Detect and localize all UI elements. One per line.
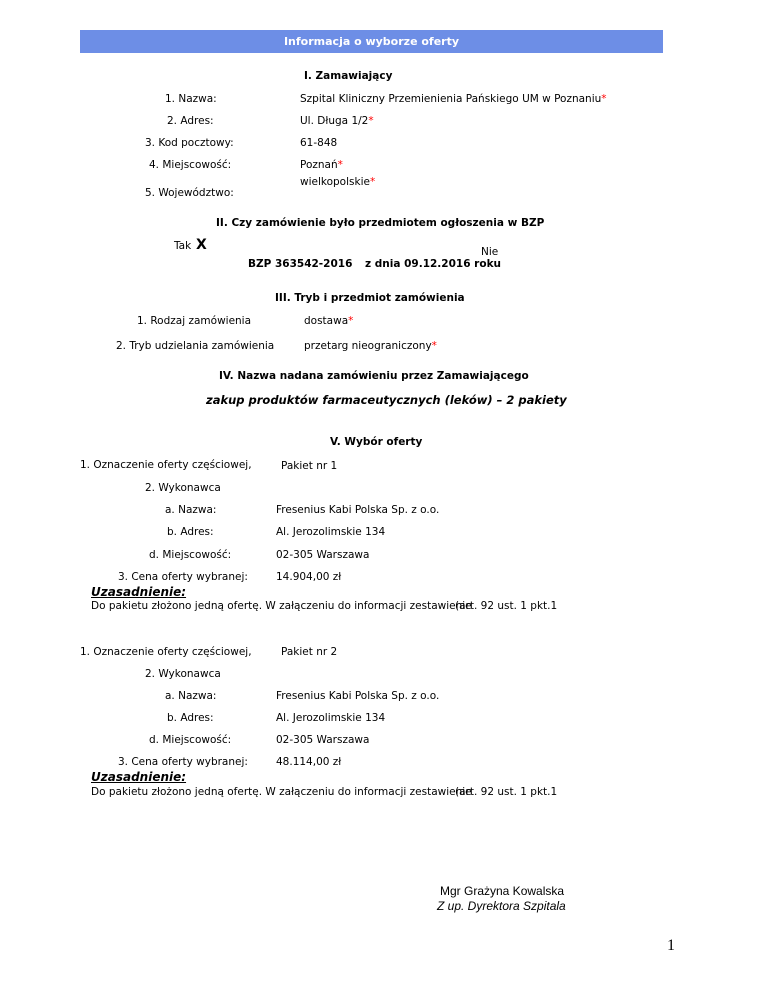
required-marker: *	[601, 93, 607, 105]
offer-1-nazwa-label: a. Nazwa:	[165, 504, 217, 516]
tryb-zamowienia-value: przetarg nieograniczony*	[304, 340, 437, 352]
offer-2-miejscowosc-label: d. Miejscowość:	[149, 734, 232, 746]
zamawiajacy-kod-value: 61-848	[300, 137, 338, 149]
required-marker: *	[348, 315, 354, 327]
tak-label: Tak	[174, 240, 192, 252]
zamawiajacy-kod-label: 3. Kod pocztowy:	[145, 137, 234, 149]
zamawiajacy-adres-label: 2. Adres:	[167, 115, 214, 127]
offer-1-cena-value: 14.904,00 zł	[276, 571, 342, 583]
signer-name: Mgr Grażyna Kowalska	[440, 884, 565, 898]
offer-1-uzasadnienie-text: Do pakietu złożono jedną ofertę. W załączeniu do informacji zestawienie	[91, 600, 472, 612]
offer-2-uzasadnienie-text: Do pakietu złożono jedną ofertę. W załączeniu do informacji zestawienie	[91, 786, 472, 798]
offer-2-nazwa-value: Fresenius Kabi Polska Sp. z o.o.	[276, 690, 440, 702]
nie-label: Nie	[481, 246, 499, 258]
section-1-title: I. Zamawiający	[304, 70, 393, 82]
offer-1-adres-value: Al. Jerozolimskie 134	[276, 526, 386, 538]
rodzaj-zamowienia-label: 1. Rodzaj zamówienia	[137, 315, 252, 327]
zamawiajacy-miejscowosc-value: Poznań*	[300, 159, 343, 171]
section-2-title: II. Czy zamówienie było przedmiotem ogłoszenia w BZP	[216, 217, 545, 229]
offer-2-miejscowosc-value: 02-305 Warszawa	[276, 734, 370, 746]
zamawiajacy-nazwa-value: Szpital Kliniczny Przemienienia Pańskiego UM w Poznaniu*	[300, 93, 607, 105]
offer-2-wykonawca-label: 2. Wykonawca	[145, 668, 221, 680]
signer-role: Z up. Dyrektora Szpitala	[437, 899, 566, 913]
page-number: 1	[667, 937, 675, 954]
offer-2-cena-label: 3. Cena oferty wybranej:	[118, 756, 248, 768]
offer-2-pakiet: Pakiet nr 2	[281, 646, 338, 658]
offer-1-oznaczenie-label: 1. Oznaczenie oferty częściowej,	[80, 459, 252, 471]
section-4-title: IV. Nazwa nadana zamówieniu przez Zamawiającego	[219, 370, 529, 382]
offer-1-miejscowosc-label: d. Miejscowość:	[149, 549, 232, 561]
tak-checkmark: X	[196, 237, 207, 253]
offer-1-adres-label: b. Adres:	[167, 526, 214, 538]
bzp-number: BZP 363542-2016	[248, 258, 353, 270]
zamawiajacy-nazwa-label: 1. Nazwa:	[165, 93, 217, 105]
bzp-date: z dnia 09.12.2016 roku	[365, 258, 502, 270]
required-marker: *	[369, 176, 376, 188]
zamawiajacy-adres-value: Ul. Długa 1/2*	[300, 115, 374, 127]
offer-1-cena-label: 3. Cena oferty wybranej:	[118, 571, 248, 583]
zamowienie-subject: zakup produktów farmaceutycznych (leków) – 2 pakiety	[206, 393, 567, 407]
offer-2-uzasadnienie-title: Uzasadnienie:	[91, 770, 187, 784]
offer-1-pakiet: Pakiet nr 1	[281, 460, 338, 472]
offer-2-adres-value: Al. Jerozolimskie 134	[276, 712, 386, 724]
offer-1-uzasadnienie-ref: (art. 92 ust. 1 pkt.1	[455, 600, 558, 612]
section-3-title: III. Tryb i przedmiot zamówienia	[275, 292, 465, 304]
zamawiajacy-miejscowosc-label: 4. Miejscowość:	[149, 159, 232, 171]
offer-1-uzasadnienie-title: Uzasadnienie:	[91, 585, 187, 599]
zamawiajacy-wojewodztwo-value: wielkopolskie*	[300, 176, 376, 188]
offer-2-oznaczenie-label: 1. Oznaczenie oferty częściowej,	[80, 646, 252, 658]
required-marker: *	[337, 159, 343, 171]
document-title: Informacja o wyborze oferty	[80, 30, 663, 53]
offer-1-wykonawca-label: 2. Wykonawca	[145, 482, 221, 494]
offer-2-uzasadnienie-ref: (art. 92 ust. 1 pkt.1	[455, 786, 558, 798]
offer-2-nazwa-label: a. Nazwa:	[165, 690, 217, 702]
required-marker: *	[431, 340, 437, 352]
offer-1-miejscowosc-value: 02-305 Warszawa	[276, 549, 370, 561]
zamawiajacy-wojewodztwo-label: 5. Województwo:	[145, 187, 234, 199]
offer-2-adres-label: b. Adres:	[167, 712, 214, 724]
rodzaj-zamowienia-value: dostawa*	[304, 315, 354, 327]
required-marker: *	[368, 115, 374, 127]
offer-1-nazwa-value: Fresenius Kabi Polska Sp. z o.o.	[276, 504, 440, 516]
offer-2-cena-value: 48.114,00 zł	[276, 756, 342, 768]
tryb-zamowienia-label: 2. Tryb udzielania zamówienia	[116, 340, 275, 352]
section-5-title: V. Wybór oferty	[330, 436, 423, 448]
